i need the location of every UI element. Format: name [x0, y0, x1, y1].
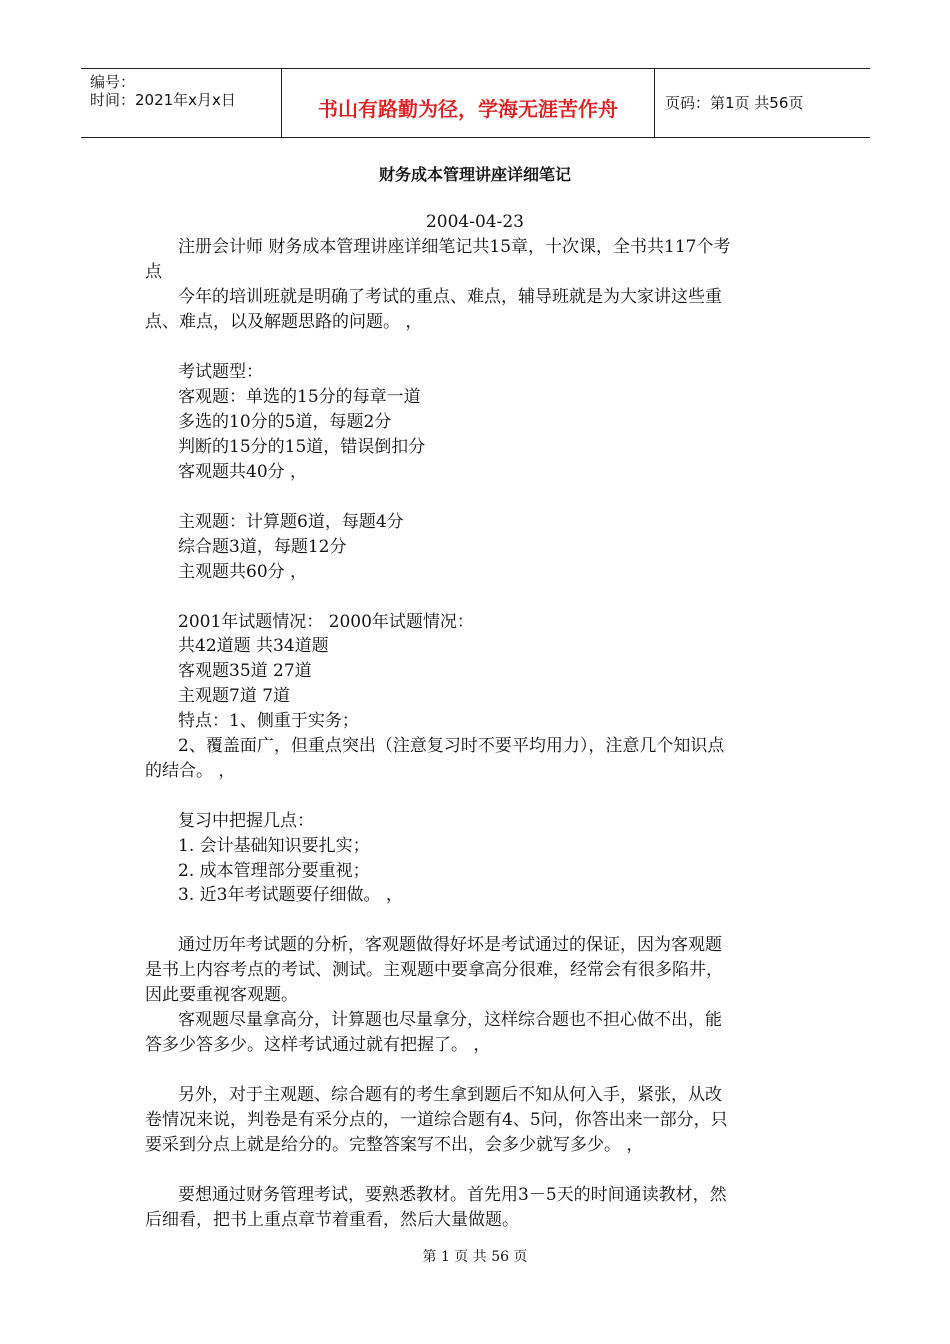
text-line: 考试题型：: [178, 362, 263, 382]
text-line: 特点：1、侧重于实务；: [178, 711, 359, 731]
text-line: 客观题尽量拿高分，计算题也尽量拿分，这样综合题也不担心做不出，能: [178, 1010, 722, 1030]
header-meta-cell: [81, 69, 282, 137]
text-line: 2. 成本管理部分要重视；: [178, 861, 370, 881]
text-line: 点、难点，以及解题思路的问题。 ，: [145, 312, 423, 332]
text-line: 的结合。 ，: [145, 761, 236, 781]
text-line: 3. 近3年考试题要仔细做。 ，: [178, 885, 403, 905]
text-line: 注册会计师 财务成本管理讲座详细笔记共15章，十次课，全书共117个考: [178, 237, 731, 257]
text-line: 综合题3道，每题12分: [178, 537, 347, 557]
motto: 书山有路勤为径，学海无涯苦作舟: [318, 97, 618, 121]
text-line: 要想通过财务管理考试，要熟悉教材。首先用3－5天的时间通读教材，然: [178, 1185, 727, 1205]
text-line: 2001年试题情况： 2000年试题情况：: [178, 612, 474, 632]
text-line: 点: [145, 262, 162, 282]
page-info: 页码：第1页 共56页: [665, 94, 804, 112]
text-line: 客观题35道 27道: [178, 661, 312, 681]
text-line: 判断的15分的15道，错误倒扣分: [178, 437, 426, 457]
document-title: 财务成本管理讲座详细笔记: [378, 165, 571, 184]
text-line: 卷情况来说，判卷是有采分点的，一道综合题有4、5问，你答出来一部分，只: [145, 1110, 728, 1130]
text-line: 通过历年考试题的分析，客观题做得好坏是考试通过的保证，因为客观题: [178, 935, 722, 955]
text-line: 答多少答多少。这样考试通过就有把握了。 ，: [145, 1035, 491, 1055]
text-line: 2、覆盖面广，但重点突出（注意复习时不要平均用力），注意几个知识点: [178, 736, 725, 756]
document-date: 2004-04-23: [425, 212, 524, 232]
number-label: 编号：: [90, 73, 136, 91]
text-line: 主观题共60分 ，: [178, 562, 308, 582]
text-line: 是书上内容考点的考试、测试。主观题中要拿高分很难，经常会有很多陷井，: [145, 960, 723, 980]
text-line: 复习中把握几点：: [178, 811, 314, 831]
text-line: 后细看，把书上重点章节着重看，然后大量做题。: [145, 1210, 519, 1230]
document-header: [81, 68, 870, 138]
header-motto-cell: [282, 69, 655, 137]
text-line: 因此要重视客观题。: [145, 985, 298, 1005]
time-label: 时间：2021年x月x日: [90, 91, 236, 109]
text-line: 主观题7道 7道: [178, 686, 291, 706]
page-footer: 第 1 页 共 56 页: [422, 1249, 528, 1265]
text-line: 主观题：计算题6道，每题4分: [178, 512, 404, 532]
text-line: 另外，对于主观题、综合题有的考生拿到题后不知从何入手，紧张，从改: [178, 1085, 722, 1105]
text-line: 今年的培训班就是明确了考试的重点、难点，辅导班就是为大家讲这些重: [178, 287, 722, 307]
text-line: 客观题共40分 ，: [178, 462, 308, 482]
text-line: 共42道题 共34道题: [178, 636, 329, 656]
header-page-cell: [655, 69, 870, 137]
text-line: 要采到分点上就是给分的。完整答案写不出，会多少就写多少。 ，: [145, 1135, 644, 1155]
text-line: 1. 会计基础知识要扎实；: [178, 836, 370, 856]
text-line: 客观题：单选的15分的每章一道: [178, 387, 421, 407]
text-line: 多选的10分的5道，每题2分: [178, 412, 392, 432]
